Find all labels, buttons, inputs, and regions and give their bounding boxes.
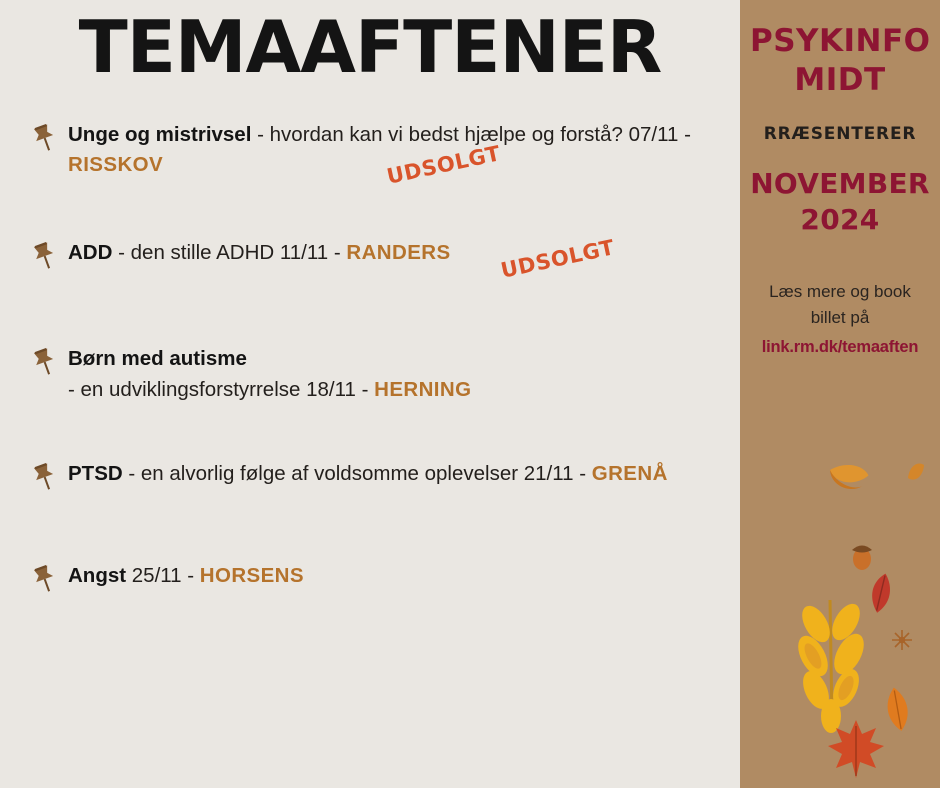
event-text: [68, 344, 471, 405]
event-title: Angst: [68, 563, 127, 587]
booking-info: [750, 279, 930, 360]
leaf-icon: [904, 461, 928, 482]
date-block: [750, 166, 930, 240]
events-list: [0, 120, 740, 609]
event-city: GRENÅ: [591, 461, 668, 485]
leaf-icon: [826, 458, 870, 494]
leaf-icon: [884, 686, 911, 733]
event-title: ADD: [68, 241, 113, 265]
brand-name: [750, 22, 930, 100]
list-item[interactable]: [28, 561, 720, 609]
event-desc: - en alvorlig følge af voldsomme oplevelser 21/11 -: [122, 461, 592, 485]
acorn-icon: [852, 546, 872, 571]
autumn-leaves-decoration: [740, 0, 940, 788]
sidebar: [740, 0, 940, 788]
pushpin-icon: [28, 563, 68, 597]
event-title: PTSD: [68, 461, 123, 485]
pushpin-icon: [28, 240, 68, 274]
event-title: Børn med autisme: [68, 347, 247, 371]
seed-icon: [892, 630, 912, 650]
page-title: TEMAAFTENER: [78, 5, 662, 89]
event-text: [68, 459, 668, 489]
list-item[interactable]: [28, 459, 720, 507]
event-desc: - en udviklingsforstyrrelse 18/11 -: [68, 377, 375, 401]
event-desc: - den stille ADHD 11/11 -: [112, 241, 347, 265]
leaf-icon: [867, 572, 894, 615]
booking-link[interactable]: link.rm.dk/temaaften: [761, 338, 919, 357]
pushpin-icon: [28, 122, 68, 156]
presents-label: RRÆSENTERER: [763, 123, 917, 144]
year-label: 2024: [800, 203, 880, 237]
event-text: [68, 120, 708, 189]
event-city: HERNING: [374, 377, 472, 401]
status-badge: UDSOLGT: [498, 235, 617, 284]
month-label: NOVEMBER: [750, 166, 930, 200]
event-title: Unge og mistrivsel: [68, 122, 252, 146]
leaf-icon: [828, 720, 884, 778]
pushpin-icon: [28, 346, 68, 380]
event-city: RANDERS: [346, 241, 451, 265]
brand-line-2: MIDT: [794, 61, 886, 98]
event-desc: - hvordan kan vi bedst hjælpe og forstå? 07/11 -: [251, 122, 691, 146]
list-item[interactable]: [28, 344, 720, 405]
event-city: HORSENS: [199, 563, 304, 587]
event-text: [68, 235, 617, 284]
status-badge: UDSOLGT: [384, 140, 503, 189]
event-desc: 25/11 -: [126, 563, 200, 587]
list-item[interactable]: [28, 235, 720, 286]
list-item[interactable]: [28, 120, 720, 189]
brand-line-1: PSYKINFO: [750, 23, 931, 59]
event-city: RISSKOV: [68, 152, 164, 176]
booking-text: Læs mere og book billet på: [769, 282, 911, 328]
event-text: [68, 561, 304, 591]
leaf-icon: [792, 599, 870, 733]
pushpin-icon: [28, 461, 68, 495]
